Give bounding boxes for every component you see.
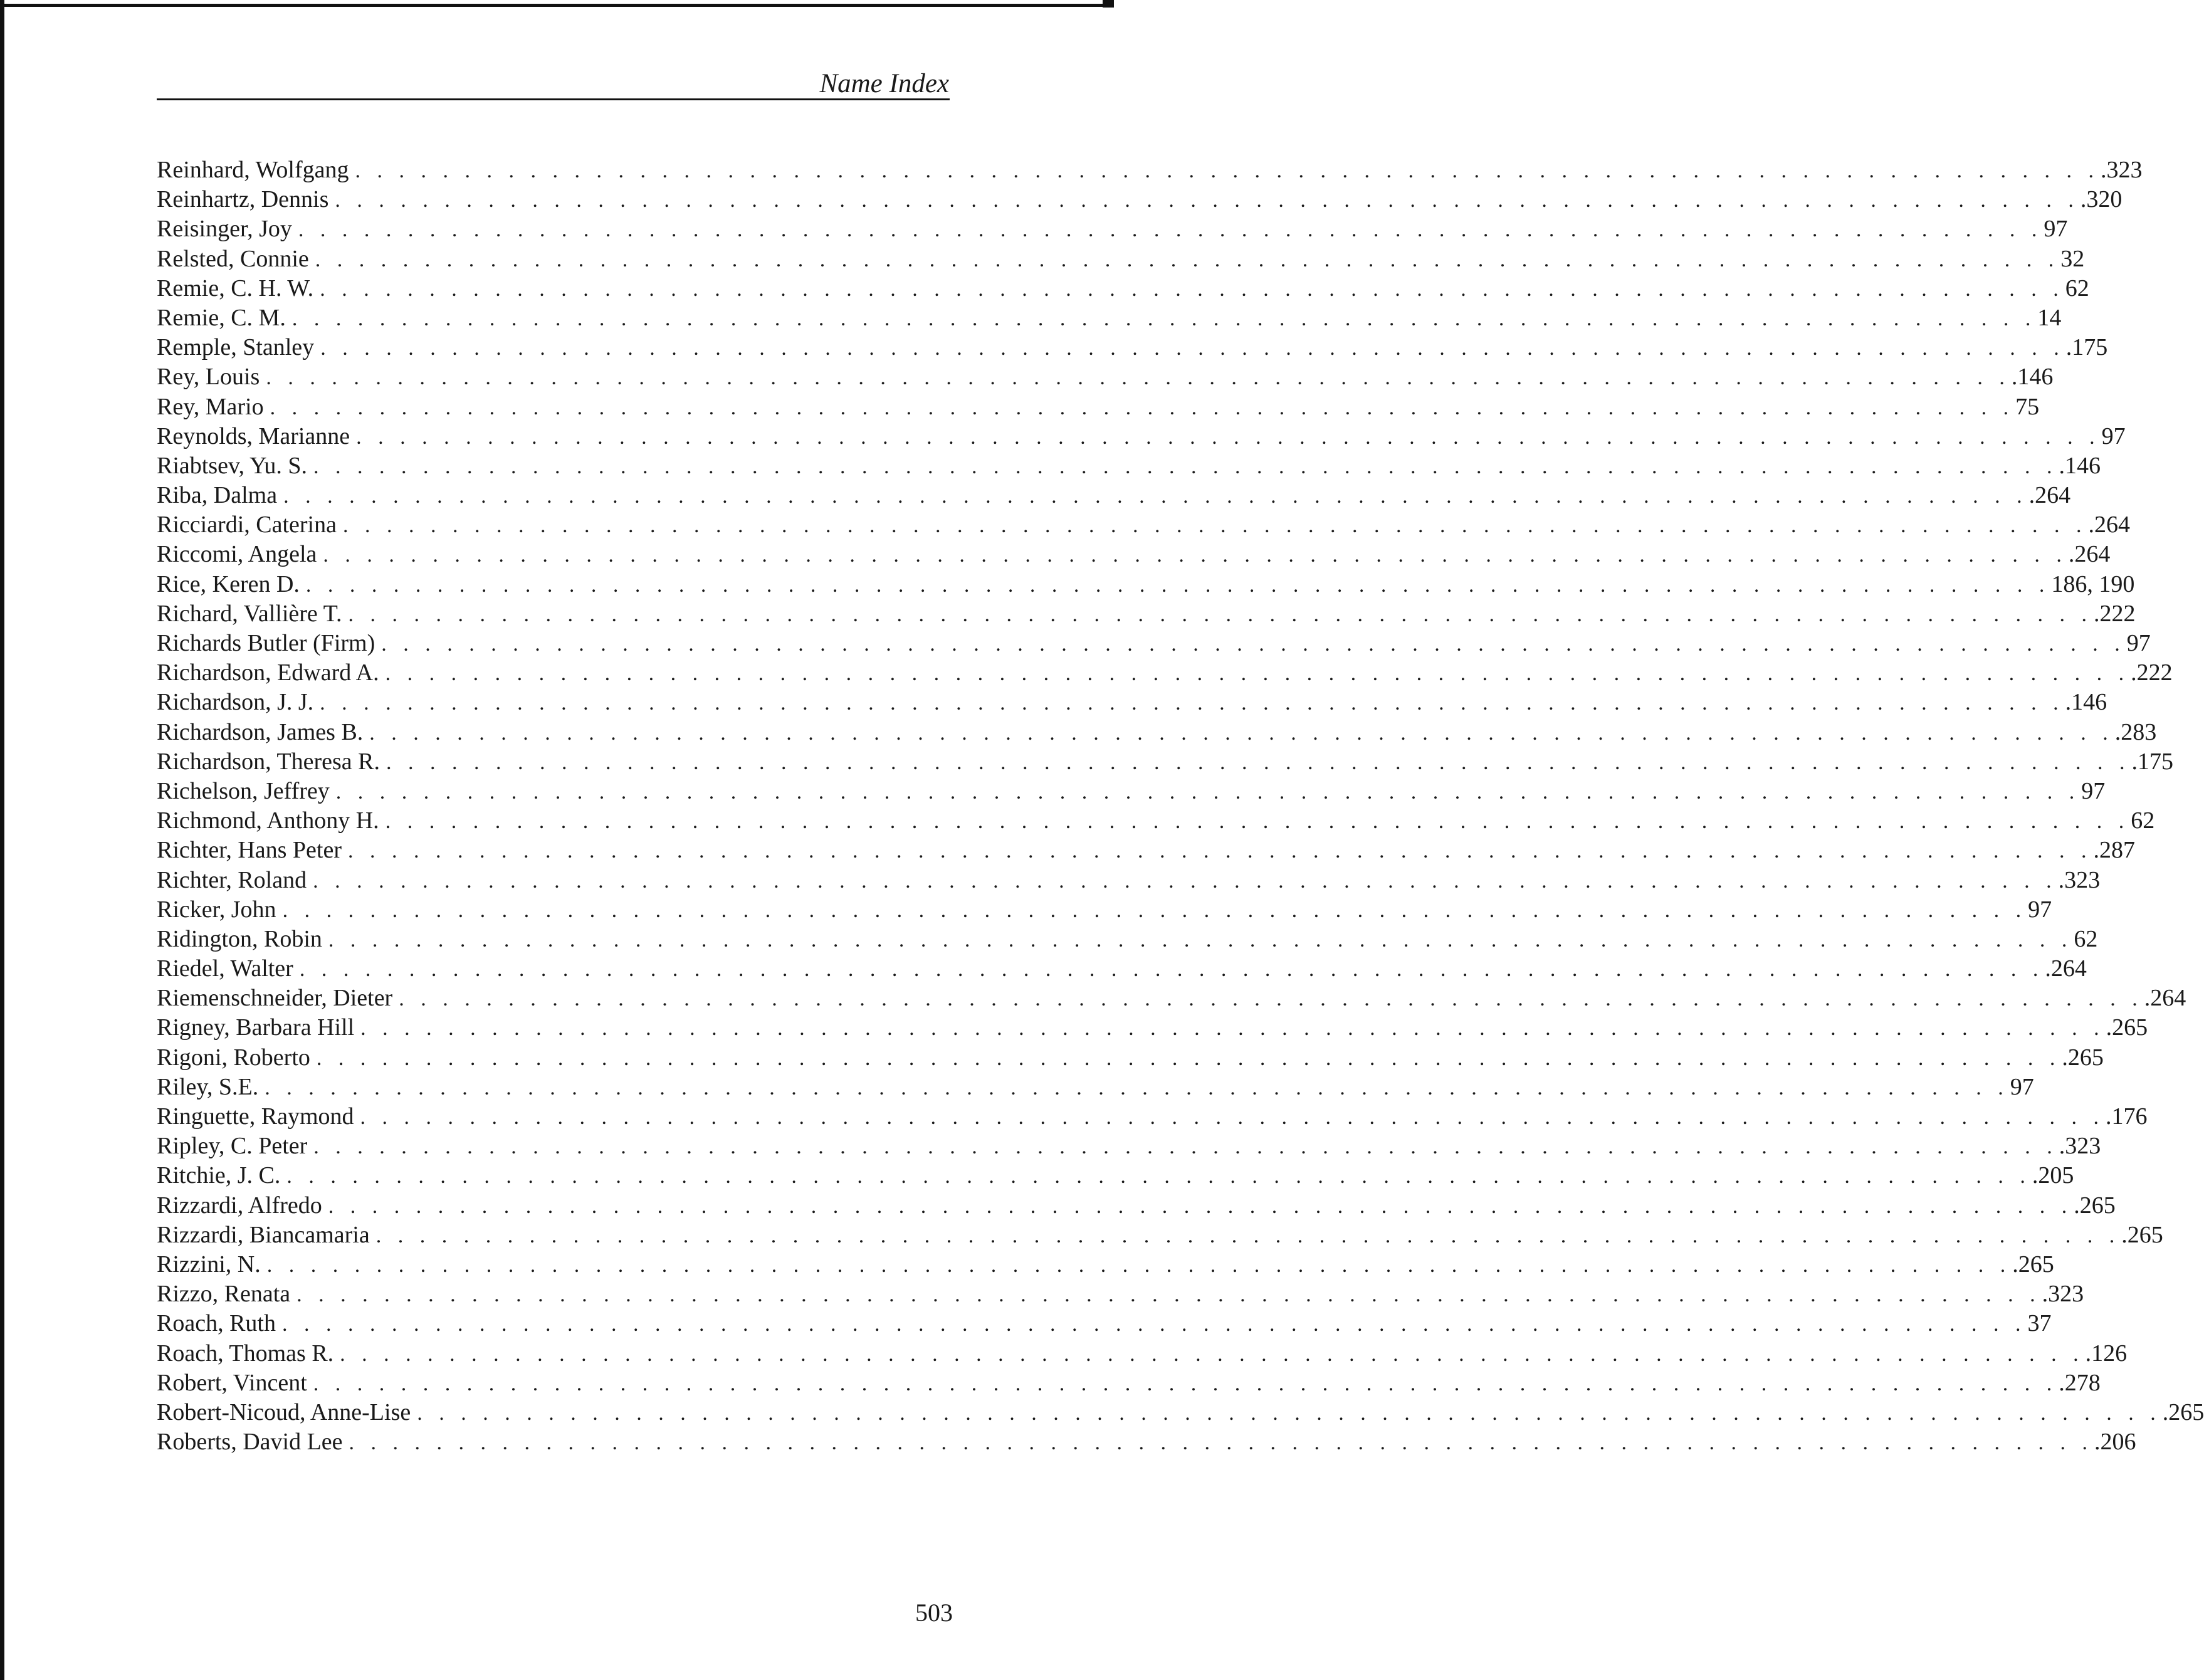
- entry-name: Richelson, Jeffrey: [157, 777, 330, 804]
- entry-name: Ritchie, J. C.: [157, 1162, 281, 1189]
- entry-name: Remie, C. H. W.: [157, 275, 314, 302]
- dot-leader: . . . . . . . . . . . . . . . . . . . . . . . . . . . . . . . . . . . . . . . . . . . . . . . . . . . . . . . . . . . . . . . . . . . . . . . . . . . . . . . .: [386, 750, 2131, 774]
- dot-leader: . . . . . . . . . . . . . . . . . . . . . . . . . . . . . . . . . . . . . . . . . . . . . . . . . . . . . . . . . . . . . . . . . . . . . . . . . . . . . . . .: [356, 425, 2101, 449]
- index-entry: [157, 422, 2126, 451]
- index-entry: [157, 1279, 2084, 1309]
- dot-leader: . . . . . . . . . . . . . . . . . . . . . . . . . . . . . . . . . . . . . . . . . . . . . . . . . . . . . . . . . . . . . . . . . . . . . . . . . . . . . . . .: [282, 898, 2027, 922]
- index-entry: [157, 895, 2052, 925]
- entry-page-reference: .264: [2068, 541, 2111, 568]
- dot-leader: . . . . . . . . . . . . . . . . . . . . . . . . . . . . . . . . . . . . . . . . . . . . . . . . . . . . . . . . . . . . . . . . . . . . . . . . . . . . . . . .: [313, 1372, 2058, 1395]
- dot-leader: . . . . . . . . . . . . . . . . . . . . . . . . . . . . . . . . . . . . . . . . . . . . . . . . . . . . . . . . . . . . . . . . . . . . . . . . . . . . . . . .: [299, 958, 2044, 982]
- entry-name: Reynolds, Marianne: [157, 423, 350, 449]
- entry-page-reference: .264: [2045, 955, 2087, 982]
- index-entry: [157, 1309, 2052, 1338]
- index-entry: [157, 777, 2106, 806]
- entry-name: Robert, Vincent: [157, 1369, 307, 1396]
- dot-leader: . . . . . . . . . . . . . . . . . . . . . . . . . . . . . . . . . . . . . . . . . . . . . . . . . . . . . . . . . . . . . . . . . . . . . . . . . . . . . . . .: [417, 1401, 2161, 1425]
- entry-page-reference: .222: [2131, 659, 2173, 686]
- entry-name: Ringuette, Raymond: [157, 1103, 354, 1130]
- index-entry: [157, 718, 2157, 747]
- entry-page-reference: 62: [2065, 275, 2089, 302]
- entry-page-reference: 186, 190: [2051, 570, 2135, 597]
- entry-page-reference: .205: [2032, 1162, 2074, 1189]
- entry-page-reference: .126: [2085, 1340, 2128, 1367]
- entry-page-reference: .265: [2062, 1044, 2104, 1071]
- entry-page-reference: .146: [2011, 364, 2054, 391]
- dot-leader: . . . . . . . . . . . . . . . . . . . . . . . . . . . . . . . . . . . . . . . . . . . . . . . . . . . . . . . . . . . . . . . . . . . . . . . . . . . . . . . .: [270, 396, 2015, 419]
- dot-leader: . . . . . . . . . . . . . . . . . . . . . . . . . . . . . . . . . . . . . . . . . . . . . . . . . . . . . . . . . . . . . . . . . . . . . . . . . . . . . . . .: [266, 366, 2010, 390]
- entry-name: Richard, Vallière T.: [157, 600, 342, 627]
- entry-name: Reisinger, Joy: [157, 216, 292, 243]
- dot-leader: . . . . . . . . . . . . . . . . . . . . . . . . . . . . . . . . . . . . . . . . . . . . . . . . . . . . . . . . . . . . . . . . . . . . . . . . . . . . . . . .: [385, 810, 2130, 834]
- dot-leader: . . . . . . . . . . . . . . . . . . . . . . . . . . . . . . . . . . . . . . . . . . . . . . . . . . . . . . . . . . . . . . . . . . . . . . . . . . . . . . . .: [296, 1283, 2041, 1307]
- entry-page-reference: .287: [2093, 837, 2136, 864]
- entry-name: Roberts, David Lee: [157, 1429, 343, 1456]
- index-entry: [157, 333, 2108, 362]
- entry-name: Robert-Nicoud, Anne-Lise: [157, 1399, 411, 1425]
- running-head: Name Index: [819, 69, 949, 98]
- index-entry: [157, 510, 2130, 540]
- index-entry: [157, 1368, 2101, 1398]
- index-entry: [157, 747, 2173, 777]
- dot-leader: . . . . . . . . . . . . . . . . . . . . . . . . . . . . . . . . . . . . . . . . . . . . . . . . . . . . . . . . . . . . . . . . . . . . . . . . . . . . . . . .: [360, 1017, 2105, 1041]
- index-entry: [157, 214, 2068, 244]
- entry-page-reference: .323: [2059, 1133, 2101, 1160]
- entry-page-reference: 97: [2081, 777, 2106, 804]
- entry-name: Rizzo, Renata: [157, 1281, 291, 1308]
- dot-leader: . . . . . . . . . . . . . . . . . . . . . . . . . . . . . . . . . . . . . . . . . . . . . . . . . . . . . . . . . . . . . . . . . . . . . . . . . . . . . . . .: [335, 780, 2081, 804]
- entry-name: Richardson, Edward A.: [157, 659, 379, 686]
- dot-leader: . . . . . . . . . . . . . . . . . . . . . . . . . . . . . . . . . . . . . . . . . . . . . . . . . . . . . . . . . . . . . . . . . . . . . . . . . . . . . . . .: [266, 1253, 2012, 1277]
- entry-name: Reinhard, Wolfgang: [157, 157, 349, 183]
- index-entry: [157, 1339, 2128, 1368]
- index-entry: [157, 274, 2089, 303]
- entry-name: Richmond, Anthony H.: [157, 807, 379, 834]
- dot-leader: . . . . . . . . . . . . . . . . . . . . . . . . . . . . . . . . . . . . . . . . . . . . . . . . . . . . . . . . . . . . . . . . . . . . . . . . . . . . . . . .: [286, 1165, 2031, 1189]
- index-entry: [157, 570, 2135, 599]
- dot-leader: . . . . . . . . . . . . . . . . . . . . . . . . . . . . . . . . . . . . . . . . . . . . . . . . . . . . . . . . . . . . . . . . . . . . . . . . . . . . . . . .: [298, 218, 2043, 242]
- index-entry: [157, 1191, 2116, 1221]
- dot-leader: . . . . . . . . . . . . . . . . . . . . . . . . . . . . . . . . . . . . . . . . . . . . . . . . . . . . . . . . . . . . . . . . . . . . . . . . . . . . . . . .: [323, 543, 2067, 567]
- dot-leader: . . . . . . . . . . . . . . . . . . . . . . . . . . . . . . . . . . . . . . . . . . . . . . . . . . . . . . . . . . . . . . . . . . . . . . . . . . . . . . . .: [313, 454, 2058, 478]
- entry-page-reference: .175: [2065, 334, 2108, 361]
- name-index-list: [157, 155, 2204, 1457]
- index-entry: [157, 451, 2101, 481]
- index-entry: [157, 599, 2136, 629]
- entry-name: Ridington, Robin: [157, 925, 322, 952]
- dot-leader: . . . . . . . . . . . . . . . . . . . . . . . . . . . . . . . . . . . . . . . . . . . . . . . . . . . . . . . . . . . . . . . . . . . . . . . . . . . . . . . .: [355, 159, 2100, 182]
- entry-name: Rigney, Barbara Hill: [157, 1014, 355, 1041]
- index-entry: [157, 303, 2062, 333]
- index-entry: [157, 392, 2040, 422]
- entry-name: Riley, S.E.: [157, 1073, 259, 1100]
- entry-page-reference: .264: [2028, 482, 2071, 509]
- index-entry: [157, 954, 2087, 984]
- entry-page-reference: 97: [2044, 216, 2068, 243]
- dot-leader: . . . . . . . . . . . . . . . . . . . . . . . . . . . . . . . . . . . . . . . . . . . . . . . . . . . . . . . . . . . . . . . . . . . . . . . . . . . . . . . .: [375, 1224, 2121, 1247]
- entry-name: Riemenschneider, Dieter: [157, 985, 393, 1012]
- entry-page-reference: .323: [2101, 157, 2143, 183]
- entry-name: Roach, Thomas R.: [157, 1340, 334, 1367]
- index-entry: [157, 362, 2054, 392]
- entry-name: Relsted, Connie: [157, 245, 309, 272]
- index-entry: [157, 1013, 2148, 1042]
- dot-leader: . . . . . . . . . . . . . . . . . . . . . . . . . . . . . . . . . . . . . . . . . . . . . . . . . . . . . . . . . . . . . . . . . . . . . . . . . . . . . . . .: [340, 1342, 2084, 1366]
- entry-name: Riedel, Walter: [157, 955, 293, 982]
- index-entry: [157, 1073, 2034, 1102]
- dot-leader: . . . . . . . . . . . . . . . . . . . . . . . . . . . . . . . . . . . . . . . . . . . . . . . . . . . . . . . . . . . . . . . . . . . . . . . . . . . . . . . .: [265, 1076, 2009, 1100]
- index-entry: [157, 658, 2173, 688]
- dot-leader: . . . . . . . . . . . . . . . . . . . . . . . . . . . . . . . . . . . . . . . . . . . . . . . . . . . . . . . . . . . . . . . . . . . . . . . . . . . . . . . .: [381, 633, 2126, 656]
- index-entry: [157, 155, 2143, 185]
- dot-leader: . . . . . . . . . . . . . . . . . . . . . . . . . . . . . . . . . . . . . . . . . . . . . . . . . . . . . . . . . . . . . . . . . . . . . . . . . . . . . . . .: [348, 602, 2092, 626]
- dot-leader: . . . . . . . . . . . . . . . . . . . . . . . . . . . . . . . . . . . . . . . . . . . . . . . . . . . . . . . . . . . . . . . . . . . . . . . . . . . . . . . .: [343, 514, 2087, 538]
- dot-leader: . . . . . . . . . . . . . . . . . . . . . . . . . . . . . . . . . . . . . . . . . . . . . . . . . . . . . . . . . . . . . . . . . . . . . . . . . . . . . . . .: [305, 573, 2050, 597]
- index-entry: [157, 540, 2111, 569]
- index-entry: [157, 688, 2107, 717]
- entry-page-reference: 62: [2074, 925, 2098, 952]
- entry-name: Rizzini, N.: [157, 1251, 261, 1278]
- index-entry: [157, 1161, 2074, 1190]
- entry-name: Riccomi, Angela: [157, 541, 317, 568]
- entry-page-reference: .278: [2059, 1369, 2101, 1396]
- entry-name: Richardson, James B.: [157, 718, 364, 745]
- dot-leader: . . . . . . . . . . . . . . . . . . . . . . . . . . . . . . . . . . . . . . . . . . . . . . . . . . . . . . . . . . . . . . . . . . . . . . . . . . . . . . . .: [320, 691, 2064, 715]
- entry-page-reference: .320: [2080, 186, 2123, 213]
- dot-leader: . . . . . . . . . . . . . . . . . . . . . . . . . . . . . . . . . . . . . . . . . . . . . . . . . . . . . . . . . . . . . . . . . . . . . . . . . . . . . . . .: [369, 721, 2114, 745]
- entry-name: Rice, Keren D.: [157, 570, 300, 597]
- entry-page-reference: 14: [2037, 304, 2062, 331]
- entry-page-reference: 97: [2126, 630, 2151, 656]
- entry-name: Richards Butler (Firm): [157, 630, 375, 656]
- dot-leader: . . . . . . . . . . . . . . . . . . . . . . . . . . . . . . . . . . . . . . . . . . . . . . . . . . . . . . . . . . . . . . . . . . . . . . . . . . . . . . . .: [313, 1135, 2058, 1159]
- index-entry: [157, 244, 2085, 274]
- entry-page-reference: .283: [2114, 718, 2157, 745]
- index-entry: [157, 1131, 2101, 1161]
- entry-page-reference: .265: [2106, 1014, 2148, 1041]
- entry-name: Richardson, J. J.: [157, 689, 314, 716]
- index-entry: [157, 984, 2186, 1013]
- index-entry: [157, 1427, 2136, 1457]
- dot-leader: . . . . . . . . . . . . . . . . . . . . . . . . . . . . . . . . . . . . . . . . . . . . . . . . . . . . . . . . . . . . . . . . . . . . . . . . . . . . . . . .: [313, 869, 2057, 893]
- entry-page-reference: 75: [2015, 393, 2040, 420]
- entry-name: Richter, Roland: [157, 866, 307, 893]
- dot-leader: . . . . . . . . . . . . . . . . . . . . . . . . . . . . . . . . . . . . . . . . . . . . . . . . . . . . . . . . . . . . . . . . . . . . . . . . . . . . . . . .: [291, 307, 2037, 330]
- entry-page-reference: 37: [2027, 1310, 2052, 1337]
- index-entry: [157, 629, 2151, 658]
- entry-name: Rigoni, Roberto: [157, 1044, 310, 1071]
- entry-page-reference: 62: [2131, 807, 2155, 834]
- dot-leader: . . . . . . . . . . . . . . . . . . . . . . . . . . . . . . . . . . . . . . . . . . . . . . . . . . . . . . . . . . . . . . . . . . . . . . . . . . . . . . . .: [328, 928, 2073, 952]
- index-entry: [157, 836, 2136, 865]
- index-entry: [157, 1043, 2104, 1073]
- entry-page-reference: 32: [2060, 245, 2085, 272]
- entry-name: Reinhartz, Dennis: [157, 186, 329, 213]
- dot-leader: . . . . . . . . . . . . . . . . . . . . . . . . . . . . . . . . . . . . . . . . . . . . . . . . . . . . . . . . . . . . . . . . . . . . . . . . . . . . . . . .: [399, 987, 2143, 1011]
- scan-top-edge: [0, 4, 1103, 7]
- entry-page-reference: .264: [2144, 985, 2186, 1012]
- entry-page-reference: .265: [2074, 1192, 2116, 1219]
- header-rule: [157, 98, 950, 100]
- index-entry: [157, 866, 2101, 895]
- scan-binding-edge: [0, 0, 4, 1680]
- dot-leader: . . . . . . . . . . . . . . . . . . . . . . . . . . . . . . . . . . . . . . . . . . . . . . . . . . . . . . . . . . . . . . . . . . . . . . . . . . . . . . . .: [385, 662, 2130, 686]
- entry-page-reference: .146: [2065, 689, 2107, 716]
- entry-page-reference: .323: [2058, 866, 2101, 893]
- entry-page-reference: .176: [2106, 1103, 2148, 1130]
- entry-page-reference: .265: [2121, 1221, 2163, 1248]
- entry-page-reference: .264: [2088, 512, 2130, 538]
- entry-name: Rey, Louis: [157, 364, 260, 391]
- dot-leader: . . . . . . . . . . . . . . . . . . . . . . . . . . . . . . . . . . . . . . . . . . . . . . . . . . . . . . . . . . . . . . . . . . . . . . . . . . . . . . . .: [315, 248, 2060, 271]
- index-entry: [157, 481, 2071, 510]
- index-entry: [157, 925, 2098, 954]
- entry-page-reference: .265: [2012, 1251, 2054, 1278]
- dot-leader: . . . . . . . . . . . . . . . . . . . . . . . . . . . . . . . . . . . . . . . . . . . . . . . . . . . . . . . . . . . . . . . . . . . . . . . . . . . . . . . .: [320, 337, 2065, 360]
- entry-name: Ripley, C. Peter: [157, 1133, 308, 1160]
- dot-leader: . . . . . . . . . . . . . . . . . . . . . . . . . . . . . . . . . . . . . . . . . . . . . . . . . . . . . . . . . . . . . . . . . . . . . . . . . . . . . . . .: [281, 1313, 2027, 1336]
- entry-name: Riabtsev, Yu. S.: [157, 452, 307, 479]
- dot-leader: . . . . . . . . . . . . . . . . . . . . . . . . . . . . . . . . . . . . . . . . . . . . . . . . . . . . . . . . . . . . . . . . . . . . . . . . . . . . . . . .: [348, 839, 2092, 863]
- entry-page-reference: .206: [2094, 1429, 2136, 1456]
- dot-leader: . . . . . . . . . . . . . . . . . . . . . . . . . . . . . . . . . . . . . . . . . . . . . . . . . . . . . . . . . . . . . . . . . . . . . . . . . . . . . . . .: [328, 1194, 2073, 1218]
- entry-page-reference: 97: [2010, 1073, 2034, 1100]
- entry-name: Remie, C. M.: [157, 304, 286, 331]
- dot-leader: . . . . . . . . . . . . . . . . . . . . . . . . . . . . . . . . . . . . . . . . . . . . . . . . . . . . . . . . . . . . . . . . . . . . . . . . . . . . . . . .: [335, 189, 2079, 213]
- entry-page-reference: .146: [2059, 452, 2101, 479]
- dot-leader: . . . . . . . . . . . . . . . . . . . . . . . . . . . . . . . . . . . . . . . . . . . . . . . . . . . . . . . . . . . . . . . . . . . . . . . . . . . . . . . .: [320, 277, 2064, 301]
- entry-page-reference: 97: [2028, 896, 2052, 923]
- entry-page-reference: .323: [2042, 1281, 2084, 1308]
- entry-name: Richter, Hans Peter: [157, 837, 342, 864]
- entry-name: Ricciardi, Caterina: [157, 512, 337, 538]
- index-entry: [157, 185, 2123, 214]
- entry-name: Rizzardi, Biancamaria: [157, 1221, 370, 1248]
- index-entry: [157, 1398, 2204, 1427]
- index-entry: [157, 806, 2155, 836]
- dot-leader: . . . . . . . . . . . . . . . . . . . . . . . . . . . . . . . . . . . . . . . . . . . . . . . . . . . . . . . . . . . . . . . . . . . . . . . . . . . . . . . .: [349, 1431, 2094, 1455]
- scan-corner-mark: [1103, 0, 1114, 8]
- entry-page-reference: .265: [2162, 1399, 2204, 1425]
- dot-leader: . . . . . . . . . . . . . . . . . . . . . . . . . . . . . . . . . . . . . . . . . . . . . . . . . . . . . . . . . . . . . . . . . . . . . . . . . . . . . . . .: [360, 1106, 2105, 1129]
- entry-page-reference: 97: [2101, 423, 2126, 449]
- entry-name: Ricker, John: [157, 896, 276, 923]
- dot-leader: . . . . . . . . . . . . . . . . . . . . . . . . . . . . . . . . . . . . . . . . . . . . . . . . . . . . . . . . . . . . . . . . . . . . . . . . . . . . . . . .: [316, 1046, 2061, 1070]
- dot-leader: . . . . . . . . . . . . . . . . . . . . . . . . . . . . . . . . . . . . . . . . . . . . . . . . . . . . . . . . . . . . . . . . . . . . . . . . . . . . . . . .: [283, 485, 2028, 508]
- entry-name: Riba, Dalma: [157, 482, 278, 509]
- entry-name: Rizzardi, Alfredo: [157, 1192, 322, 1219]
- entry-name: Roach, Ruth: [157, 1310, 276, 1337]
- entry-name: Richardson, Theresa R.: [157, 748, 380, 775]
- entry-name: Rey, Mario: [157, 393, 264, 420]
- index-entry: [157, 1102, 2148, 1131]
- index-entry: [157, 1250, 2054, 1279]
- entry-page-reference: .175: [2131, 748, 2173, 775]
- page-number: 503: [915, 1599, 953, 1627]
- entry-name: Remple, Stanley: [157, 334, 315, 361]
- entry-page-reference: .222: [2093, 600, 2136, 627]
- index-entry: [157, 1221, 2163, 1250]
